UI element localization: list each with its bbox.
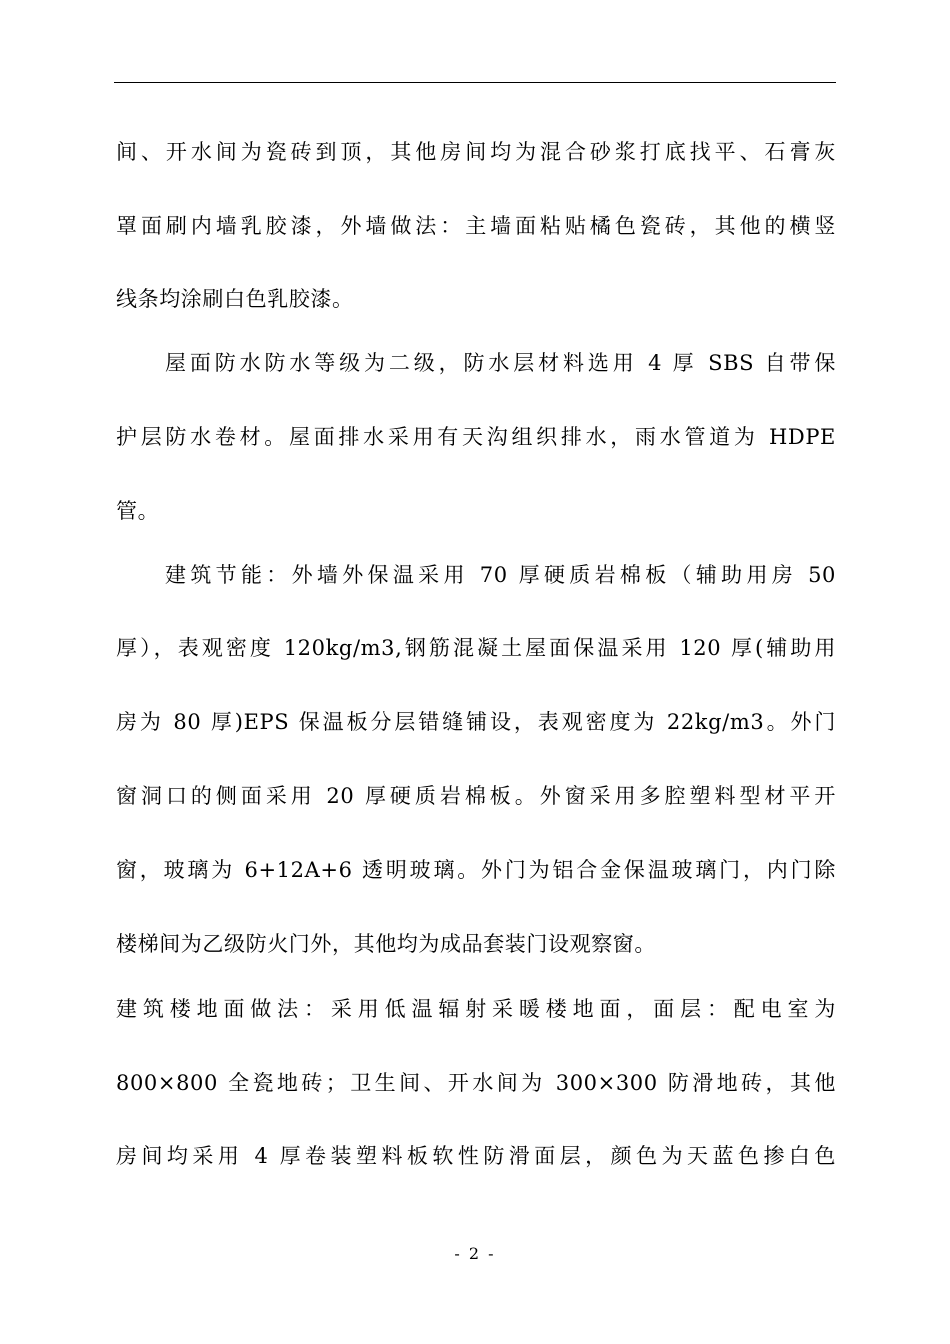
body-text-line: 建筑节能：外墙外保温采用 70 厚硬质岩棉板（辅助用房 50 xyxy=(165,563,836,587)
header-rule xyxy=(114,82,836,83)
body-text-line: 厚），表观密度 120kg/m3,钢筋混凝土屋面保温采用 120 厚(辅助用 xyxy=(116,636,836,660)
body-text-line: 罩面刷内墙乳胶漆，外墙做法：主墙面粘贴橘色瓷砖，其他的横竖 xyxy=(116,214,836,238)
body-text-line: 屋面防水防水等级为二级，防水层材料选用 4 厚 SBS 自带保 xyxy=(165,351,836,375)
body-text-line: 房为 80 厚)EPS 保温板分层错缝铺设，表观密度为 22kg/m3。外门 xyxy=(116,710,836,734)
body-text-line: 楼梯间为乙级防火门外，其他均为成品套装门设观察窗。 xyxy=(116,932,656,956)
body-text-line: 窗洞口的侧面采用 20 厚硬质岩棉板。外窗采用多腔塑料型材平开 xyxy=(116,784,836,808)
body-text-line: 护层防水卷材。屋面排水采用有天沟组织排水，雨水管道为 HDPE xyxy=(116,425,836,449)
body-text-line: 间、开水间为瓷砖到顶，其他房间均为混合砂浆打底找平、石膏灰 xyxy=(116,140,836,164)
body-text-line: 房间均采用 4 厚卷装塑料板软性防滑面层，颜色为天蓝色掺白色 xyxy=(116,1144,836,1168)
body-text-line: 管。 xyxy=(116,499,160,523)
body-text-line: 建筑楼地面做法：采用低温辐射采暖楼地面，面层：配电室为 xyxy=(116,997,836,1021)
body-text-line: 800×800 全瓷地砖；卫生间、开水间为 300×300 防滑地砖，其他 xyxy=(116,1071,836,1095)
page-number: - 2 - xyxy=(454,1244,496,1263)
body-text-line: 线条均涂刷白色乳胶漆。 xyxy=(116,287,354,311)
body-text-line: 窗，玻璃为 6+12A+6 透明玻璃。外门为铝合金保温玻璃门，内门除 xyxy=(116,858,836,882)
